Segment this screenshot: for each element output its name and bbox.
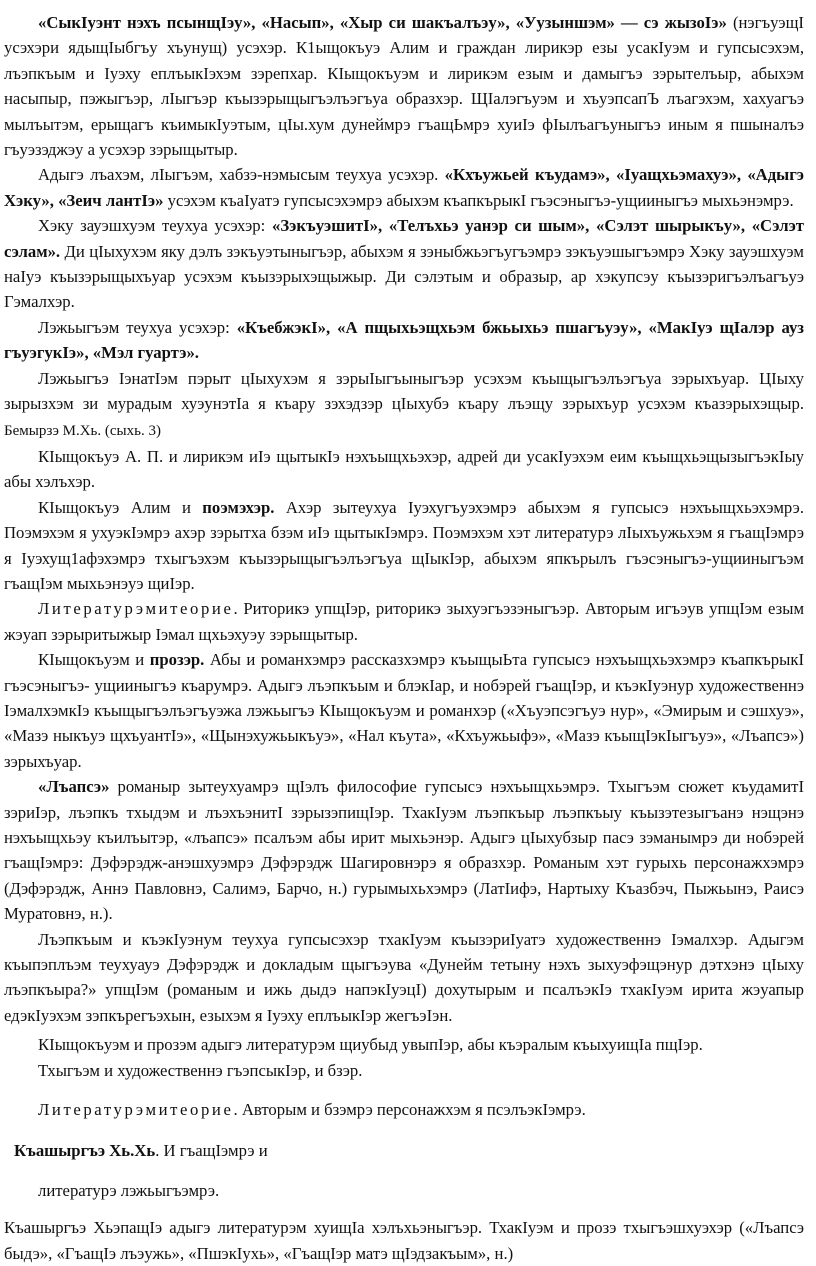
plain-line-2: Тхыгъэм и художественнэ гъэпсыкIэр, и бзэр. (38, 1060, 363, 1080)
text-run: КIыщокъуэ Алим и (38, 497, 203, 517)
bold-run: «ЗэкъуэшитI», «Телъхьэ уанэр си шым», «Сэлэт шырыкъу», «Сэлэт сэлам». (4, 216, 804, 261)
paragraph-6 (4, 444, 804, 495)
spaced-term: Литературэмитеорие (38, 599, 234, 619)
text-run: (нэгъуэщI усэхэри ядыщIыбгъу хъунущ) усэхэр. К1ыщокъуэ Алим и граждан лирикэр езы усакIуэм и гупсысэхэм, лъэпкъым и Iуэху еплъыкIэхэм зэрепхар. КIыщокъуэм и лирикэм езым и дамыгъэ зэрытелъыр, абыхэм насыпыр, пэжыгъэр, лIыгъэр къызэрыщыгъэлъэгъуа образхэр. ЩIалэгъуэм и хъуэпсапЪ лъагэхэм, хахуагъэ мылъытэм, ерыщагъ къимыкIуэтым, цIы.хум дунеймрэ гъащЬмрэ хуиIэ фIылъагъуныгъэ иным я пшыналъэ гъуэзэджэу а усэхэр зэрыщытыр. (4, 13, 804, 160)
paragraph-10 (4, 774, 804, 926)
paragraph-3 (4, 213, 804, 315)
paragraph-7 (4, 495, 804, 597)
paragraph-9 (4, 647, 804, 774)
text-run: Лъэпкъым и къэкIуэнум теухуа гупсысэхэр тхакIуэм къызэриIуатэ художественнэ Iэмалхэр. Адыгэм къыпэплъэм теухуауэ Дэфэрэдж и докладым щыгъэува «Дунейм тетыну нэхъ зыхуэфэщэнур дэтхэнэ цIыху лъэпкъыра?» упщIэм (романым и ижь дыдэ напэкIуэцI) дохутырым и псалъэкIэ тхакIуэм ирита жэуапыр едэкIуэхэм зэпкърегъэхын, езыхэм я Iуэху еплъыкIэр жегъэIэн. (4, 929, 804, 1025)
text-run: Ахэр зытеухуа Iуэхугъуэхэмрэ абыхэм я гупсысэ нэхъыщхьэхэмрэ. Поэмэхэм я ухуэкIэмрэ ахэр зэрытха бзэм иIэ щытыкIэмрэ. Поэмэхэм хэт литературэ лIыхъужьхэм я гъащIэмрэ я Iуэхущ1афэхэмрэ тхыгъэхэм къызэрыщыгъэлъэгъуа щIыкIэр, абыхэм япкърылъ гъэсэныгъэ-ущииныгъэм гъащIэм мыхьэнэуэ щиIэр. (4, 497, 804, 593)
final-paragraph: Къашыргъэ ХьэпащIэ адыгэ литературэм хуищIа хэлъхьэныгъэр. ТхакIуэм и прозэ тхыгъэшхуэхэр («Лъапсэ быдэ», «ГъащIэ лъэужь», «ПшэкIухь», «ГъащIэр матэ щIэдзакъым», н.) (4, 1218, 804, 1263)
text-run: Лэжьыгъэ IэнатIэм пэрыт цIыхухэм я зэрыIыгъыныгъэр усэхэм къыщыгъэлъэгъуа зэрыхъуар. ЦIыху зырызхэм зи мурадым хуэунэтIа я къару зэхэдзэр цIыхубэ къару лъэщу зэрыхъур усэхэм къазэрыхэщыр. (4, 368, 804, 414)
bold-run: «Кхъужьей къудамэ», «Iуащхьэмахуэ», «Адыгэ Хэку», «Зеич лантIэ» (4, 165, 804, 210)
paragraphs (4, 10, 804, 1028)
bold-run: «КъебжэкI», «А пщыхьэщхьэм бжьыхьэ пшагъуэу», «МакIуэ щIалэр ауз гъуэгукIэ», «Мэл гуартэ». (4, 317, 804, 363)
text-run: Лэжьыгъэм теухуа усэхэр: (38, 317, 237, 337)
bold-run: поэмэхэр. (202, 497, 275, 517)
bold-run: «Лъапсэ» (38, 777, 110, 797)
text-run: Хэку зауэшхуэм теухуа усэхэр: (38, 216, 272, 236)
text-run: Бемырзэ М.Хь. (сыхь. 3) (4, 422, 161, 439)
text-run: усэхэм къаIуатэ гупсысэхэмрэ абыхэм къапкърыкI гъэсэныгъэ-ущииныгъэ мыхьэнэмрэ. (163, 190, 794, 210)
literary-theory-label: Литературэмитеорие (38, 1100, 234, 1120)
bold-run: «СыкIуэнт нэхъ псынщIэу», «Насып», «Хыр си шакъалъэу», «Уузыншэм» — сэ жызоIэ» (38, 13, 727, 32)
text-run: Ди цIыхухэм яку дэлъ зэкъуэтыныгъэр, абыхэм я зэныбжьэгъугъэмрэ зэкъуэшыгъэмрэ Хэку зауэшхуэм наIуэ къызэрыщыхъуар усэхэм къызэрыхэщыжыр. Ди сэлэтым и образыр, ар хэкупсэу къызэригъэлъагъуэ Гэмалхэр. (4, 241, 804, 312)
paragraph-2 (4, 162, 804, 213)
author-subtitle: литературэ лэжьыгъэмрэ. (38, 1180, 220, 1200)
paragraph-5 (4, 366, 804, 444)
text-run: . Риторикэ упщIэр, риторикэ зыхуэгъэзэныгъэр. Авторым игъэув упщIэм езым жэуап зэрыритыжыр Iэмал щхьэхуэу зэрыщытыр. (4, 599, 804, 644)
text-run: КIыщокъуэм и (38, 650, 150, 670)
author-heading-rest: И гъащIэмрэ и (159, 1141, 268, 1161)
paragraph-8 (4, 596, 804, 647)
author-dot: . (155, 1141, 160, 1161)
paragraph-1 (4, 10, 804, 162)
literary-theory-note-2 (38, 1097, 804, 1122)
author-name: Къашыргъэ Хь.Хь (14, 1141, 156, 1161)
text-run: Адыгэ лъахэм, лIыгъэм, хабзэ-нэмысым теухуа усэхэр. (38, 165, 445, 185)
plain-line-1: КIыщокъуэм и прозэм адыгэ литературэм щиубыд увыпIэр, абы къэралым къыхуищIа пщIэр. (38, 1035, 703, 1055)
literary-theory-text: . Авторым и бзэмрэ персонажхэм я псэлъэкIэмрэ. (233, 1100, 586, 1120)
author-heading (14, 1138, 804, 1163)
paragraph-11 (4, 927, 804, 1029)
bold-run: прозэр. (149, 650, 205, 670)
text-run: КIыщокъуэ А. П. и лирикэм иIэ щытыкIэ нэхъыщхьэхэр, адрей ди усакIуэхэм еим къыщхьэщызыгъэкIыу абы хэлъхэр. (4, 446, 804, 492)
text-run: Абы и романхэмрэ рассказхэмрэ къыщыЬта гупсысэ нэхъыщхьэхэмрэ къапкърыкI гъэсэныгъэ- ущииныгъэ къарумрэ. Адыгэ лъэпкъым и блэкIар, и нобэрей гъащIэр, и къэкIуэнур художественнэ IэмалхэмкIэ къыщыгъэлъэгъуэжа лэжьыгъэ КIыщокъуэм и романхэр («Хъуэпсэгъуэ нур», «Эмирым и сэшхуэ», «Мазэ ныкъуэ щхъуантIэ», «Щынэхужьыкъуэ», «Нал къута», «Кхъужьыфэ», «Мазэ къыщIэкIыгъуэ», «Лъапсэ») зэрыхъуар. (4, 650, 804, 771)
paragraph-4 (4, 315, 804, 366)
text-run: романыр зытеухуамрэ щIэлъ философие гупсысэ нэхъыщхьэмрэ. Тхыгъэм сюжет къудамитI зэриIэр, лъэпкъ тхыдэм и лъэхъэнитI зэрызэпищIэр. ТхакIуэм лъэпкъыр лъэпкъыу къызэтезыгъанэ нэщэнэ нэхъыщхьэу къилъытэр, «лъапсэ» псалъэм абы ирит мыхьэнэр. Адыгэ цIыхубзыр пасэ зэманымрэ ди нобэрей гъащIэмрэ: Дэфэрэдж-анэшхуэмрэ Дэфэрэдж Шагировнэрэ я образхэр. Романым хэт гурыхь персонажхэмрэ (Дэфэрэдж, Аннэ Павловнэ, Салимэ, Барчо, н.) гурымыхьхэмрэ (ЛатIифэ, Нартыху Къазбэч, Пыжьынэ, Раисэ Муратовнэ, н.). (4, 777, 804, 924)
